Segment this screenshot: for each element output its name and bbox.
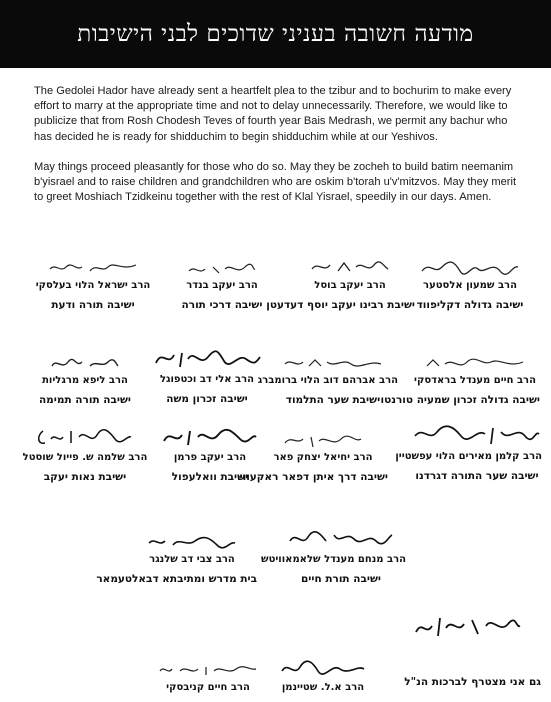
signer-yeshiva: ישיבה דרכי תורה [181, 299, 263, 311]
signer-yeshiva: ישיבה גדולה זכרון שמעיה טורנטו [380, 394, 540, 406]
footer-note: גם אני מצטרף לברכות הנ"ל [404, 676, 541, 688]
signature-block [157, 255, 287, 311]
handwritten-signature [28, 255, 158, 277]
signature-block [20, 423, 150, 483]
handwritten-signature [412, 420, 542, 448]
handwritten-signature [412, 612, 522, 642]
signer-yeshiva: ישיבה תורת חיים [300, 573, 382, 585]
signature-block [145, 423, 275, 483]
signer-name: הרב אברהם דוב הלוי ברומברג [257, 375, 398, 386]
signer-yeshiva: ישיבת רבינו יעקב יוסף דעדעטן [266, 299, 415, 311]
signature-block [239, 427, 388, 483]
signer-yeshiva: ישיבה גדולה דקליפווד [416, 299, 524, 311]
intro-paragraph: May things proceed pleasantly for those who do so. May they be zocheh to build batim neemanim b'yisrael and to raise children and grandchildren who are oskim b'torah u'v'mitzvos. May they merit to greet Moshiach Tzidkeinu together with the rest of Klal Yisrael, speedily in our days. Amen. [34, 160, 517, 204]
handwritten-signature [410, 350, 540, 372]
signer-name: הרב חיים מענדל בראדסקי [414, 375, 536, 386]
signer-name: הרב קלמן מאירים הלוי עפשטיין [395, 451, 542, 462]
handwritten-signature [127, 529, 257, 551]
signature-block [142, 343, 272, 405]
signer-yeshiva: ישיבת נאות יעקב [43, 471, 127, 483]
signer-name: הרב שלמה ש. פייול שוסטל [22, 452, 148, 463]
signature-block [405, 255, 535, 311]
signer-yeshiva: בית מדרש ומתיבתא דבאלטעמאר [96, 573, 257, 585]
handwritten-signature [268, 350, 398, 372]
signer-yeshiva: ישיבה תורה תמימה [38, 394, 132, 406]
handwritten-signature [285, 255, 415, 277]
handwritten-signature [20, 350, 150, 372]
signer-yeshiva: ישיבה זכרון משה [166, 393, 248, 405]
handwritten-signature [143, 657, 273, 679]
signer-name: הרב ישראל הלוי בעלסקי [35, 280, 151, 291]
signer-yeshiva: ישיבת וואלעפול [171, 471, 249, 483]
signer-name: הרב שמעון אלסטער [423, 280, 517, 291]
signer-name: הרב חיים קניבסקי [166, 682, 250, 693]
signature-block [258, 655, 388, 693]
signature-block [266, 255, 415, 311]
signature-block [257, 350, 398, 406]
signer-name: הרב א.ל. שטיינמן [281, 682, 365, 693]
signature-block [395, 420, 542, 482]
handwritten-signature [157, 255, 287, 277]
header-banner [0, 0, 551, 68]
handwritten-signature [258, 427, 388, 449]
signature-block [143, 657, 273, 693]
signer-name: הרב יחיאל יצחק פאר [273, 452, 373, 463]
signature-block [380, 350, 540, 406]
signature-block [96, 529, 257, 585]
signer-name: הרב יעקב בנדר [186, 280, 258, 291]
intro-text [34, 84, 524, 220]
signature-block [28, 255, 158, 311]
handwritten-signature [276, 525, 406, 551]
signer-name: הרב יעקב פרמן [173, 452, 247, 463]
handwritten-signature [145, 423, 275, 449]
handwritten-signature [258, 655, 388, 679]
handwritten-signature [405, 255, 535, 277]
handwritten-signature [142, 343, 272, 371]
signer-yeshiva: ישיבה תורה ודעת [51, 299, 135, 311]
signer-yeshiva: ישיבה דרך איתן דפאר ראקעווי [239, 471, 388, 483]
handwritten-signature [20, 423, 150, 449]
signer-name: הרב אלי דב וכטפוגל [159, 374, 255, 385]
signer-yeshiva: ישיבת שער התלמוד [285, 394, 381, 406]
intro-paragraph: The Gedolei Hador have already sent a heartfelt plea to the tzibur and to bochurim to make every effort to marry at the appropriate time and not to delay unnecessarily. Therefore, we would like to publicize that from Rosh Chodesh Teves of fourth year Bais Medrash, we permit any bachur who has decided he is ready for shidduchim to begin shidduchim while at our Yeshivos. [34, 85, 512, 143]
signer-name: הרב יעקב בוסל [314, 280, 386, 291]
signer-name: הרב מנחם מענדל שלאמאוויטש [260, 554, 406, 565]
signer-yeshiva: ישיבה שער התורה דגרדנו [415, 470, 539, 482]
signer-name: הרב ליפא מרגליות [42, 375, 128, 386]
signature-block [260, 525, 406, 585]
signer-name: הרב צבי דב שלנגר [149, 554, 235, 565]
signature-block [20, 350, 150, 406]
page-title: מודעה חשובה בעניני שדוכים לבני הישיבות [77, 21, 474, 47]
